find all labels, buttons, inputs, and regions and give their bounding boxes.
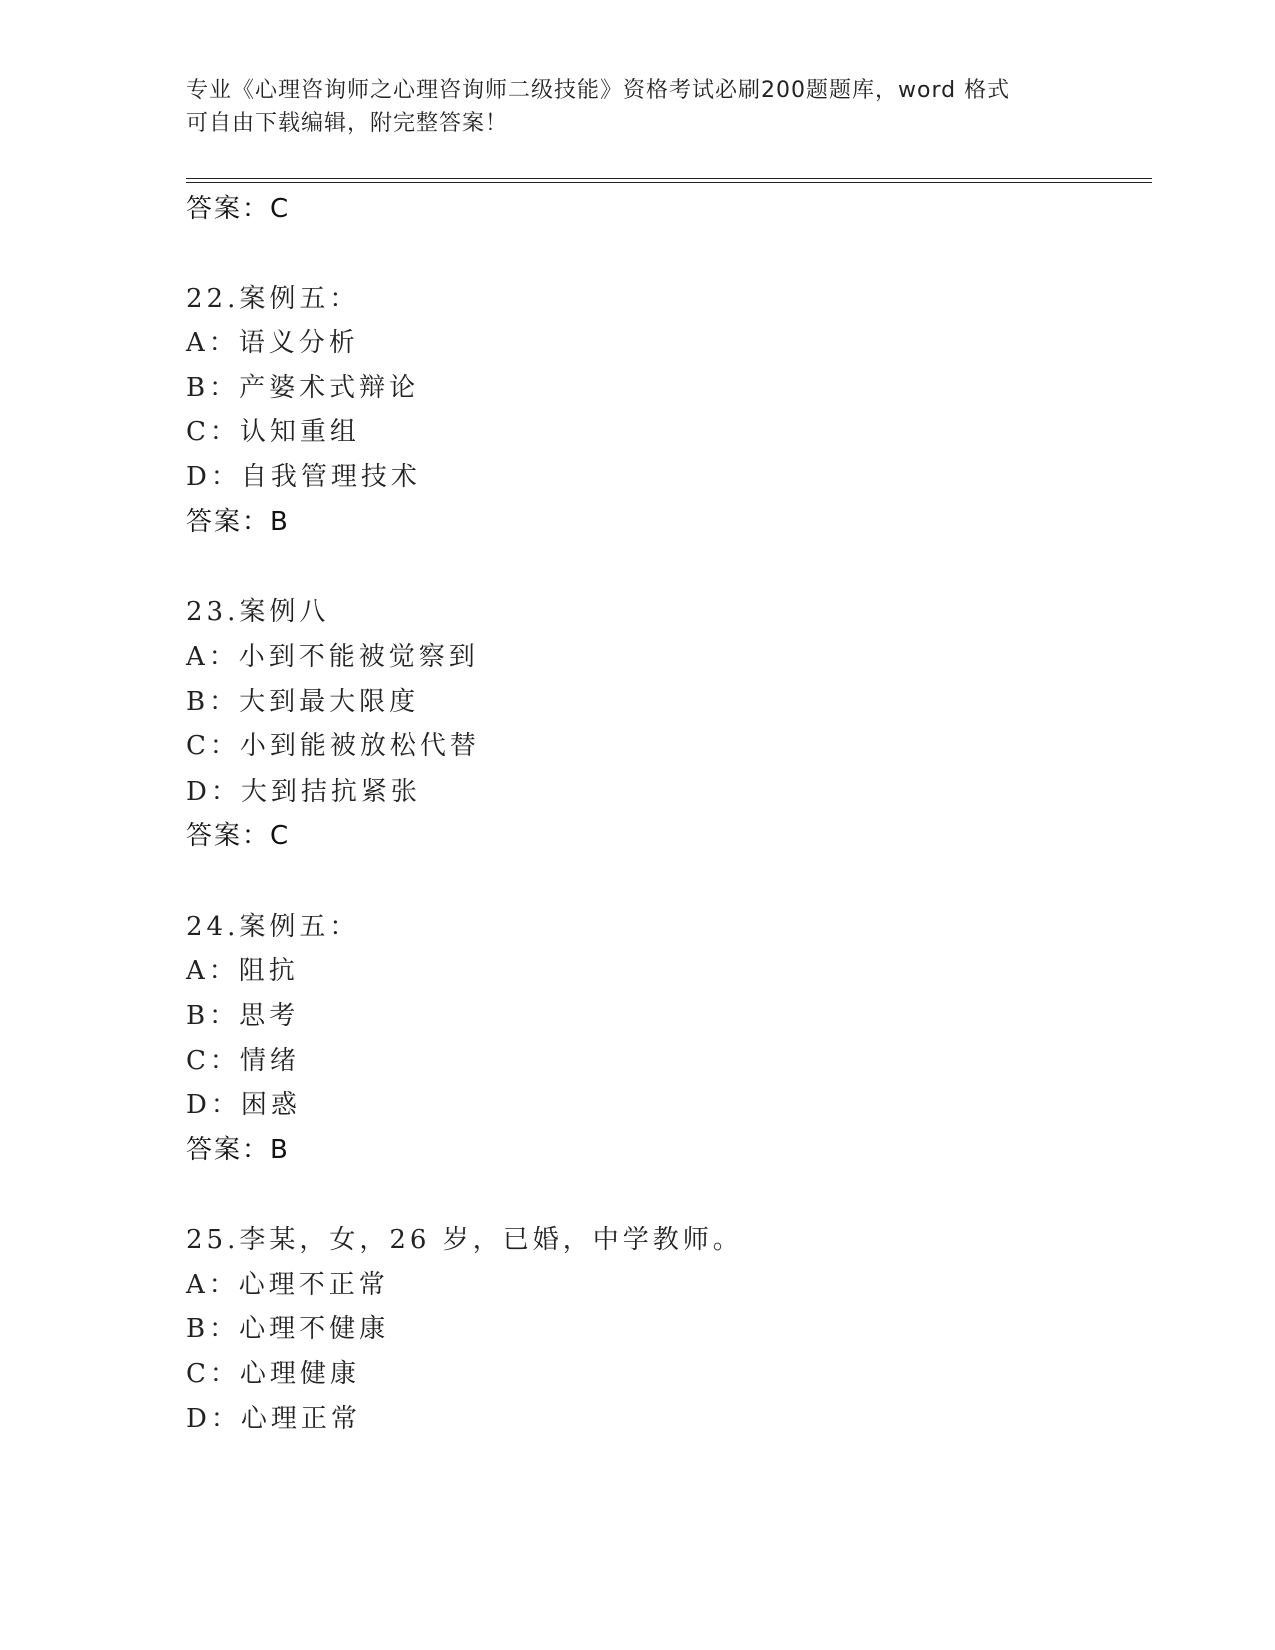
question-25-option-d: D：心理正常: [186, 1404, 361, 1434]
question-22-option-a: A：语义分析: [186, 328, 359, 358]
header-title-line1: 专业《心理咨询师之心理咨询师二级技能》资格考试必刷200题题库，word 格式: [186, 78, 1011, 103]
question-24-option-c: C：情绪: [186, 1046, 300, 1076]
question-23-option-b: B：大到最大限度: [186, 687, 420, 717]
question-25-option-c: C：心理健康: [186, 1359, 360, 1389]
question-23-option-a: A：小到不能被觉察到: [186, 642, 479, 672]
question-24-option-d: D：困惑: [186, 1090, 301, 1120]
question-23-option-c: C：小到能被放松代替: [186, 731, 480, 761]
question-23-title: 23.案例八: [186, 597, 330, 627]
question-24-option-b: B：思考: [186, 1001, 300, 1031]
answer-24: 答案：B: [186, 1135, 290, 1165]
answer-22: 答案：B: [186, 507, 290, 537]
question-25-option-a: A：心理不正常: [186, 1270, 389, 1300]
question-24-option-a: A：阻抗: [186, 956, 299, 986]
header-divider-top: [186, 178, 1152, 179]
document-header: [186, 74, 1066, 140]
question-22-title: 22.案例五：: [186, 284, 360, 314]
question-25-option-b: B：心理不健康: [186, 1314, 390, 1344]
answer-21: 答案：C: [186, 194, 291, 224]
question-24-title: 24.案例五：: [186, 912, 360, 942]
question-22-option-c: C：认知重组: [186, 417, 360, 447]
answer-23: 答案：C: [186, 821, 291, 851]
header-title-line2: 可自由下载编辑，附完整答案！: [186, 111, 509, 136]
question-22-option-d: D：自我管理技术: [186, 462, 421, 492]
question-25-title: 25.李某，女，26 岁，已婚，中学教师。: [186, 1225, 743, 1255]
header-divider-bottom: [186, 182, 1152, 183]
question-23-option-d: D：大到拮抗紧张: [186, 777, 421, 807]
question-22-option-b: B：产婆术式辩论: [186, 373, 420, 403]
